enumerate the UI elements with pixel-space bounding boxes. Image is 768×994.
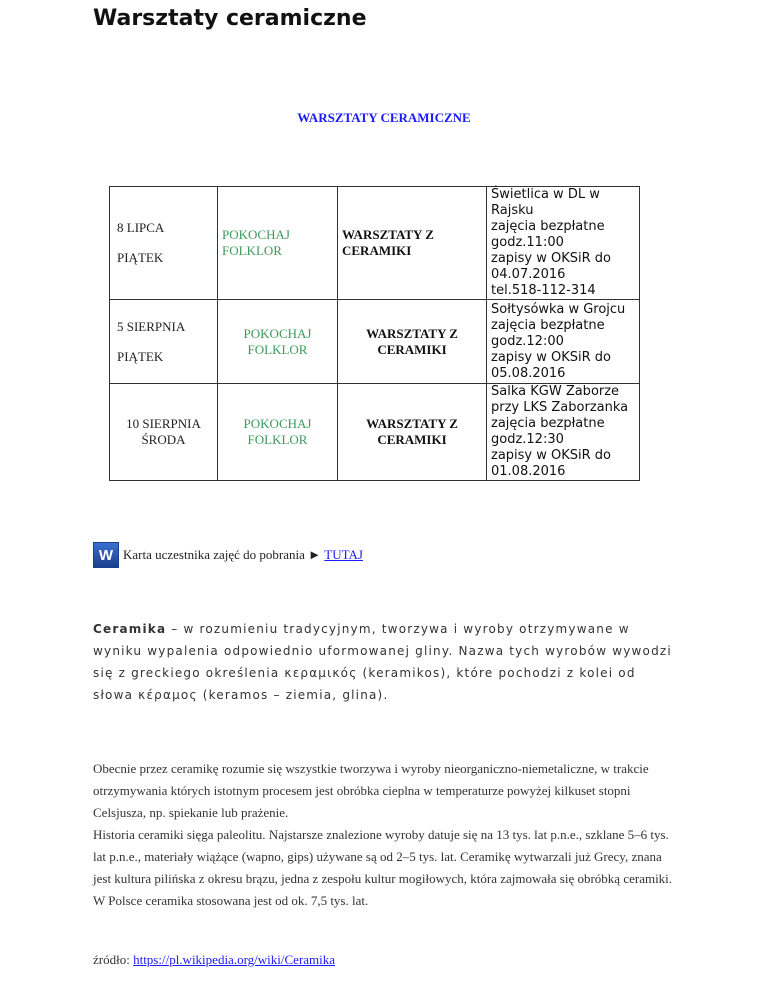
date-cell: 10 SIERPNIA ŚRODA — [126, 416, 201, 447]
download-link[interactable]: TUTAJ — [324, 547, 363, 562]
word-document-icon: W — [93, 542, 119, 568]
ceramics-history-paragraph: Obecnie przez ceramikę rozumie się wszystkie tworzywa i wyroby nieorganiczno-niemetaliczne, w trakcie otrzymywania których istotnym procesem jest obróbka cieplna w temperaturze powyżej kilkuset stopni Celsjusza, np. spiekanie lub prażenie. Historia ceramiki sięga paleolitu. Najstarsze znalezione wyroby datuje się na 13 tys. lat p.n.e., szklane 5–6 tys. lat p.n.e., materiały wiążące (wapno, gips) używane są od 2–5 tys. lat. Ceramikę wytwarzali już Grecy, znana jest kultura pilińska z okresu brązu, jedna z zespołu kultur mogiłowych, która zajmowała się obróbką ceramiki. W Polsce ceramika stosowana jest od ok. 7,5 tys. lat. — [93, 761, 673, 908]
section-heading: WARSZTATY CERAMICZNE — [297, 110, 471, 125]
program-cell: POKOCHAJ FOLKLOR — [222, 227, 290, 258]
info-cell: Sołtysówka w Grojcu zajęcia bezpłatne godz.12:00 zapisy w OKSiR do 05.08.2016 — [491, 301, 626, 381]
source-line: źródło: https://pl.wikipedia.org/wiki/Ceramika — [93, 952, 336, 967]
lead-term: Ceramika — [93, 622, 167, 636]
table-row — [110, 300, 640, 384]
table-row — [110, 384, 640, 481]
event-cell: WARSZTATY Z CERAMIKI — [366, 325, 458, 357]
program-cell: POKOCHAJ FOLKLOR — [243, 325, 312, 357]
page-title: Warsztaty ceramiczne — [93, 6, 367, 31]
source-link[interactable]: https://pl.wikipedia.org/wiki/Ceramika — [133, 952, 336, 967]
event-cell: WARSZTATY Z CERAMIKI — [366, 416, 458, 447]
attachment-text: Karta uczestnika zajęć do pobrania ► — [123, 547, 322, 562]
program-cell: POKOCHAJ FOLKLOR — [243, 416, 312, 447]
date-cell: 5 SIERPNIA PIĄTEK — [117, 318, 186, 364]
info-cell: Świetlica w DL w Rajsku zajęcia bezpłatne godz.11:00 zapisy w OKSiR do 04.07.2016 tel.518-112-314 — [491, 187, 612, 298]
date-cell: 8 LIPCA PIĄTEK — [117, 220, 165, 265]
event-cell: WARSZTATY Z CERAMIKI — [342, 227, 434, 258]
attachment-line — [93, 542, 363, 568]
info-cell: Salka KGW Zaborze przy LKS Zaborzanka zajęcia bezpłatne godz.12:30 zapisy w OKSiR do 01.08.2016 — [491, 384, 629, 479]
table-row — [110, 187, 640, 300]
ceramics-definition-paragraph: Ceramika – w rozumieniu tradycyjnym, tworzywa i wyroby otrzymywane w wyniku wypalenia odpowiednio uformowanej gliny. Nazwa tych wyrobów wywodzi się z greckiego określenia κεραμικός (keramikos), które pochodzi z kolei od słowa κέραμος (keramos – ziemia, glina). — [93, 622, 672, 702]
workshop-schedule-table — [109, 186, 640, 481]
